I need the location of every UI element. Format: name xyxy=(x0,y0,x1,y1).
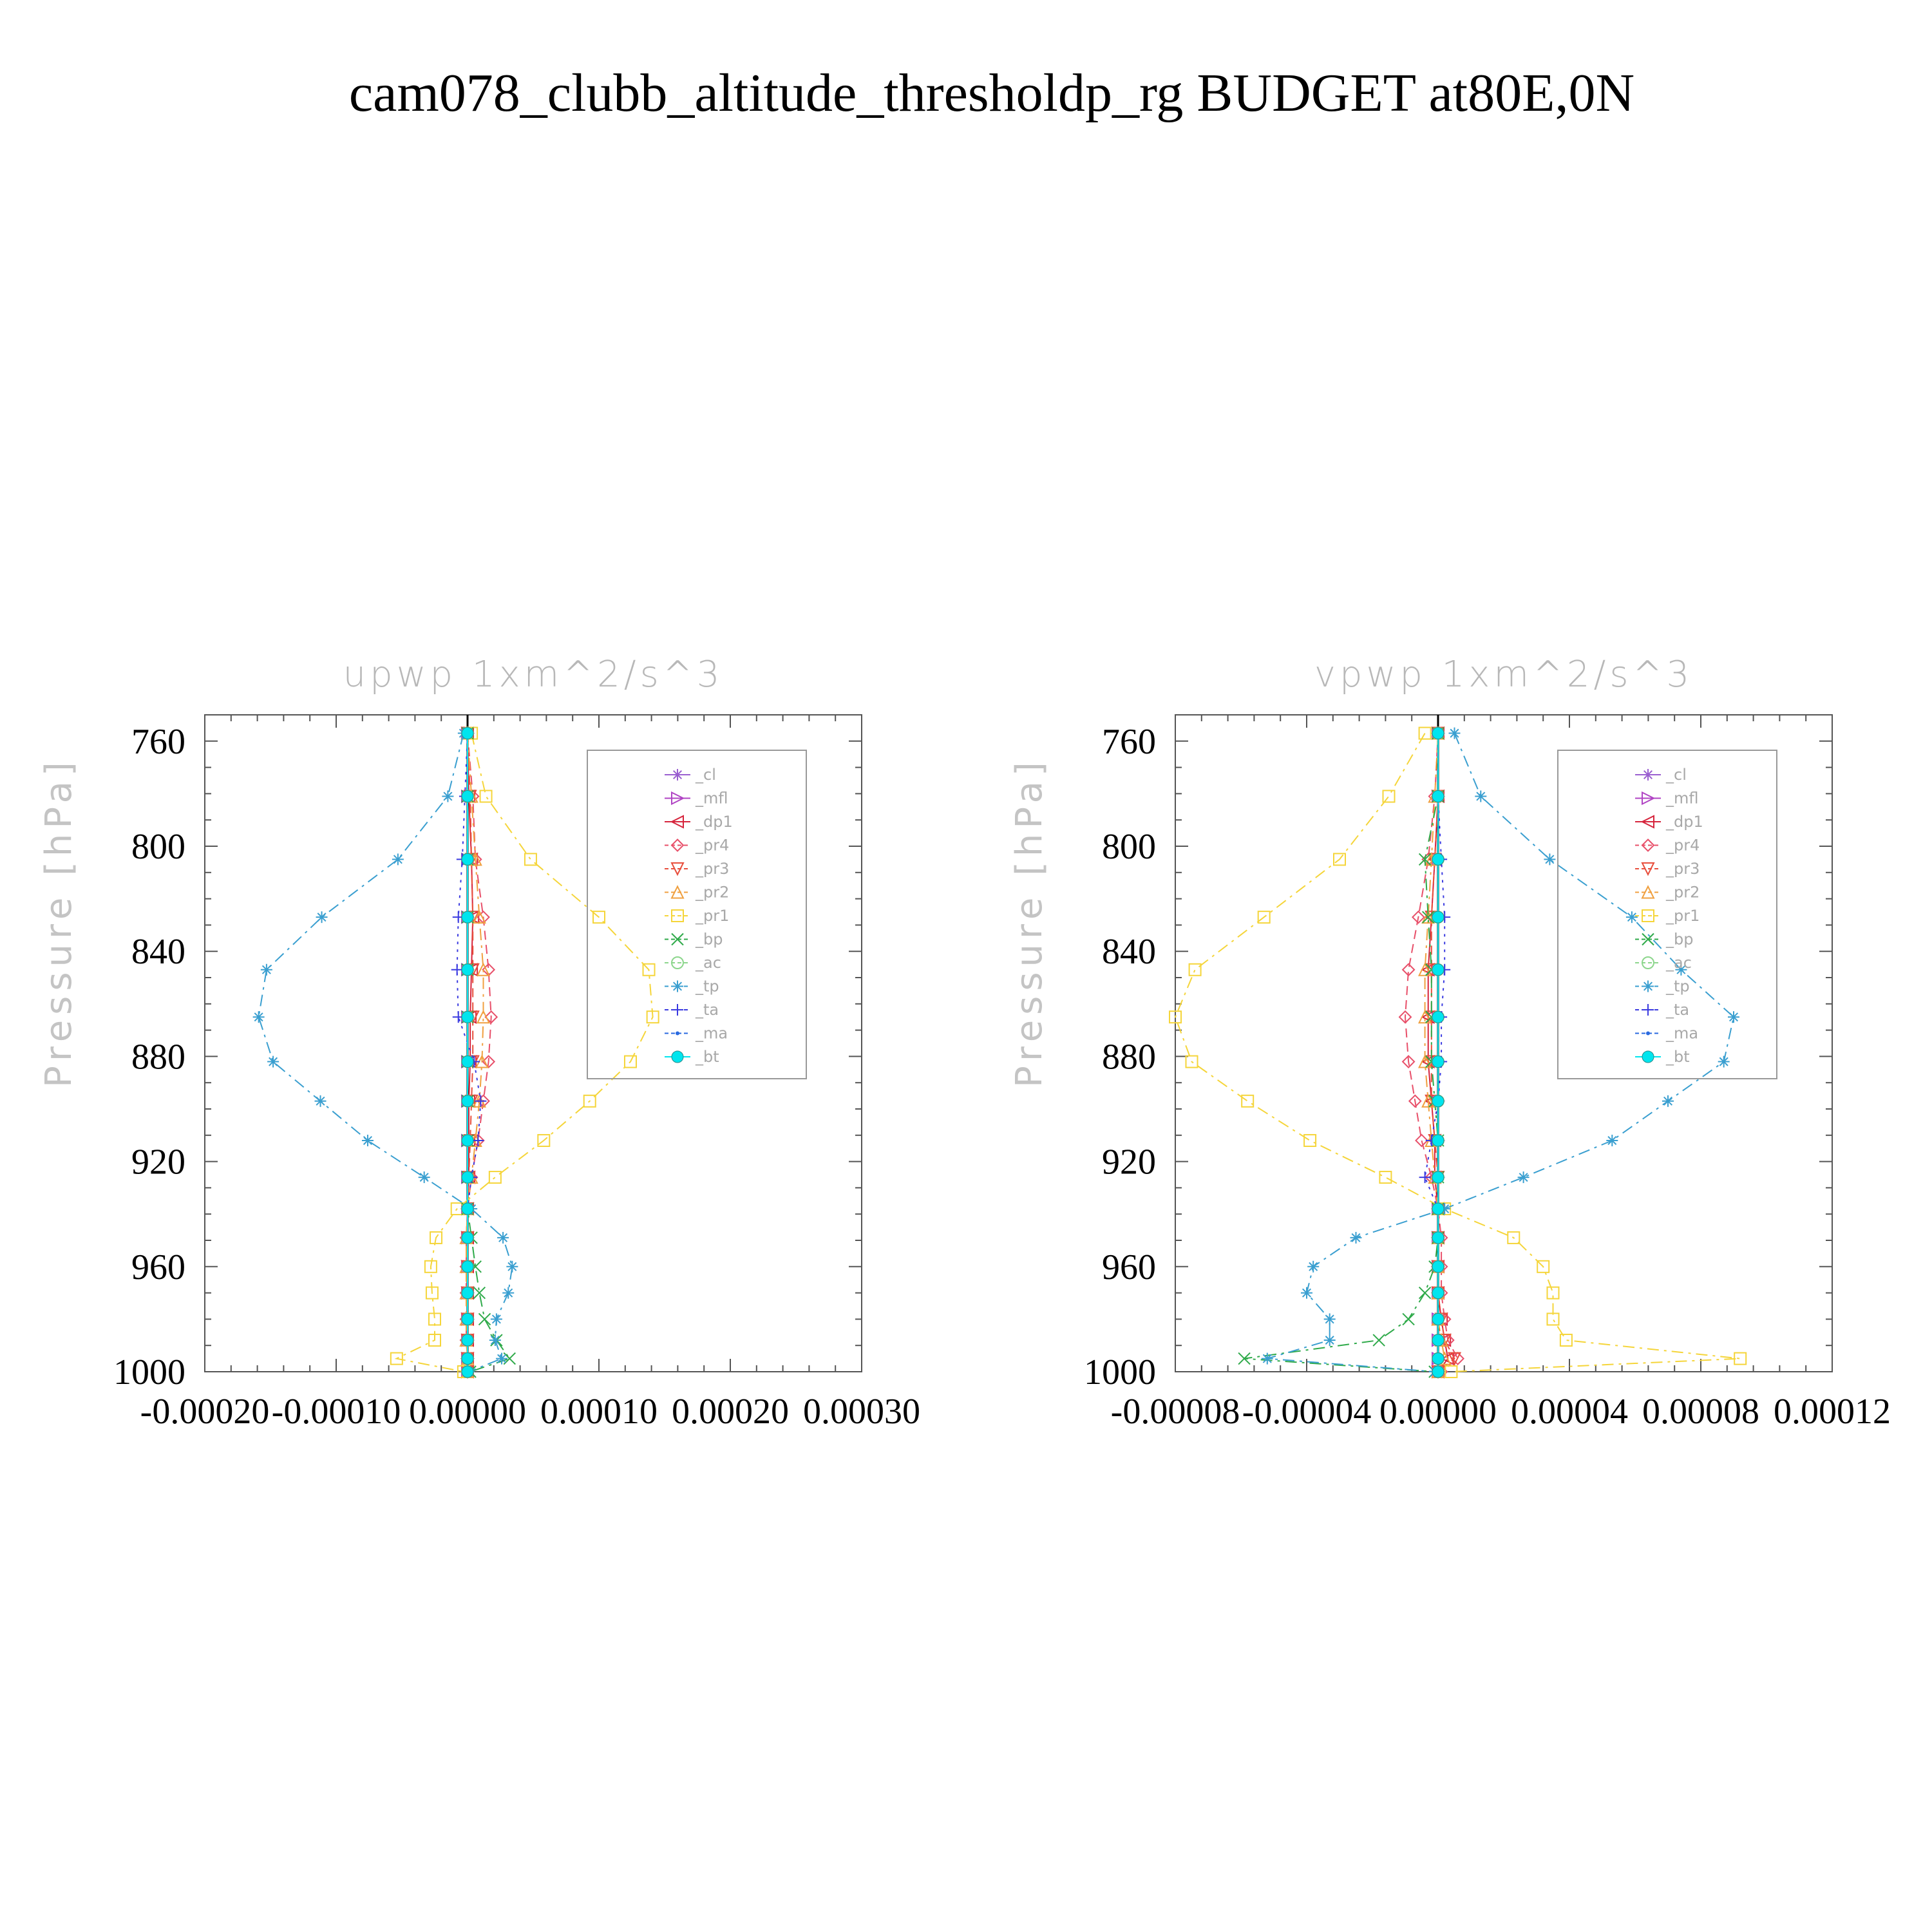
legend-item xyxy=(1635,837,1700,855)
data-point xyxy=(1383,790,1395,802)
data-point xyxy=(1379,1171,1391,1183)
legend-label: _pr1 xyxy=(1666,907,1700,925)
data-point xyxy=(1734,1353,1746,1365)
legend-label: _pr2 xyxy=(1666,883,1700,902)
data-point xyxy=(1432,1203,1444,1215)
legend-marker xyxy=(1642,981,1654,992)
data-point xyxy=(392,853,404,865)
series-pr2 xyxy=(460,728,489,1378)
legend-item xyxy=(665,860,729,878)
data-point xyxy=(1432,1353,1444,1365)
data-point xyxy=(1403,1313,1414,1325)
legend-marker xyxy=(1646,1032,1650,1036)
data-point xyxy=(1432,1366,1444,1378)
y-tick-labels xyxy=(113,722,185,1392)
x-tick-label: 0.00020 xyxy=(672,1392,789,1432)
legend-label: _ta xyxy=(1666,1001,1690,1019)
data-point xyxy=(462,1232,473,1244)
x-tick-label: -0.00020 xyxy=(140,1392,270,1432)
data-point xyxy=(462,1334,473,1346)
x-tick-label: -0.00010 xyxy=(271,1392,401,1432)
legend-label: _bt xyxy=(1666,1048,1690,1066)
y-tick-label: 920 xyxy=(131,1142,185,1182)
legend-item xyxy=(1635,1048,1690,1066)
data-point xyxy=(462,1011,473,1023)
data-point xyxy=(1307,1261,1319,1273)
series-line xyxy=(259,734,513,1372)
data-point xyxy=(489,1171,501,1183)
data-point xyxy=(502,1287,514,1299)
y-tick-labels xyxy=(1084,722,1156,1392)
data-point xyxy=(1432,1261,1444,1273)
data-point xyxy=(489,1334,501,1346)
legend-label: _pr1 xyxy=(696,907,730,925)
plot-frame xyxy=(205,715,862,1372)
y-tick-label: 880 xyxy=(131,1037,185,1077)
chart-title: upwp 1xm^2/s^3 xyxy=(343,654,724,696)
y-tick-label: 880 xyxy=(1102,1037,1156,1077)
legend-item xyxy=(1635,1025,1698,1043)
series-line xyxy=(1175,734,1740,1372)
x-tick-label: 0.00030 xyxy=(803,1392,920,1432)
data-point xyxy=(462,1203,473,1215)
data-point xyxy=(362,1135,374,1146)
legend-marker xyxy=(1642,769,1654,781)
data-point xyxy=(1432,1313,1444,1325)
legend-marker xyxy=(676,1032,679,1036)
y-axis-label: Pressure [hPa] xyxy=(38,757,80,1088)
series-bt xyxy=(462,728,473,1378)
data-point xyxy=(1626,911,1638,923)
data-point xyxy=(462,728,473,739)
legend-item xyxy=(1635,1001,1689,1019)
legend-item xyxy=(665,1048,719,1066)
data-point xyxy=(1189,964,1201,976)
legend-label: _cl xyxy=(1666,766,1687,784)
data-point xyxy=(462,1313,473,1325)
data-point xyxy=(1432,911,1444,923)
legend-label: _ma xyxy=(1666,1024,1699,1043)
y-tick-label: 800 xyxy=(131,827,185,867)
y-tick-label: 1000 xyxy=(1084,1352,1156,1392)
x-tick-label: 0.00000 xyxy=(409,1392,526,1432)
legend-marker xyxy=(672,1051,683,1063)
data-point xyxy=(261,964,272,976)
legend-item xyxy=(1635,954,1692,972)
y-tick-label: 960 xyxy=(1102,1247,1156,1287)
y-tick-label: 920 xyxy=(1102,1142,1156,1182)
legend-item xyxy=(1635,884,1700,902)
legend-item xyxy=(665,766,716,784)
data-point xyxy=(315,1095,327,1107)
legend-item xyxy=(665,884,729,902)
y-tick-label: 840 xyxy=(1102,932,1156,972)
series-line xyxy=(1267,734,1734,1372)
legend-item xyxy=(665,907,729,925)
y-tick-label: 760 xyxy=(1102,721,1156,762)
series-pr1 xyxy=(1170,728,1746,1378)
x-tick-label: 0.00008 xyxy=(1642,1392,1759,1432)
data-point xyxy=(462,1095,473,1107)
data-point xyxy=(1324,1313,1336,1325)
chart-title: vpwp 1xm^2/s^3 xyxy=(1314,654,1694,696)
legend-item xyxy=(1635,978,1690,996)
data-point xyxy=(1324,1334,1336,1346)
data-point xyxy=(1432,790,1444,802)
data-point xyxy=(419,1171,430,1183)
series-group xyxy=(1170,728,1746,1378)
data-point xyxy=(1432,1334,1444,1346)
legend-label: _pr2 xyxy=(696,883,730,902)
data-point xyxy=(491,1313,502,1325)
legend-item xyxy=(665,978,719,996)
data-point xyxy=(1432,1135,1444,1146)
axis-ticks xyxy=(205,715,862,1372)
legend-label: _bt xyxy=(696,1048,719,1066)
legend-item xyxy=(665,813,733,831)
data-point xyxy=(1560,1334,1572,1346)
chart-panel-upwp xyxy=(38,654,920,1432)
data-point xyxy=(1419,1287,1431,1299)
data-point xyxy=(462,1056,473,1068)
data-point xyxy=(1301,1287,1312,1299)
legend-label: _pr4 xyxy=(1666,836,1700,855)
series-bp xyxy=(1238,728,1444,1378)
data-point xyxy=(497,1232,509,1244)
legend-label: _mfl xyxy=(696,789,728,808)
legend-marker xyxy=(672,1004,683,1016)
data-point xyxy=(462,1135,473,1146)
data-point xyxy=(1432,853,1444,865)
data-point xyxy=(462,911,473,923)
legend-label: _tp xyxy=(696,977,719,996)
y-tick-label: 1000 xyxy=(113,1352,185,1392)
x-tick-label: 0.00012 xyxy=(1774,1392,1891,1432)
legend-item xyxy=(665,1001,719,1019)
data-point xyxy=(1432,964,1444,976)
legend-item xyxy=(1635,860,1700,878)
legend-item xyxy=(1635,790,1699,808)
legend-item xyxy=(1635,931,1693,949)
data-point xyxy=(1242,1095,1253,1107)
data-point xyxy=(480,790,492,802)
data-point xyxy=(1606,1135,1618,1146)
legend-label: _bp xyxy=(1666,930,1694,949)
legend-label: _pr3 xyxy=(1666,860,1700,878)
legend-item xyxy=(1635,907,1700,925)
data-point xyxy=(1475,790,1486,802)
legend-item xyxy=(665,954,721,972)
legend-marker xyxy=(672,769,683,781)
legend-label: _ma xyxy=(696,1024,728,1043)
series-ta xyxy=(451,728,487,1378)
series-group xyxy=(253,728,659,1378)
legend-label: _bp xyxy=(696,930,723,949)
data-point xyxy=(1419,728,1431,739)
legend-label: _dp1 xyxy=(1666,813,1703,831)
legend-item xyxy=(665,790,728,808)
data-point xyxy=(1449,728,1461,739)
legend-item xyxy=(665,1025,728,1043)
x-tick-label: 0.00000 xyxy=(1379,1392,1497,1432)
series-ta xyxy=(1419,728,1451,1378)
series-bt xyxy=(1432,728,1444,1378)
legend-label: _dp1 xyxy=(696,813,733,831)
legend-marker xyxy=(1642,1004,1654,1016)
data-point xyxy=(1350,1232,1362,1244)
data-point xyxy=(462,853,473,865)
x-tick-label: -0.00008 xyxy=(1110,1392,1240,1432)
y-tick-label: 960 xyxy=(131,1247,185,1287)
x-tick-label: -0.00004 xyxy=(1242,1392,1372,1432)
plot-frame xyxy=(1175,715,1832,1372)
legend-label: _tp xyxy=(1666,977,1690,996)
series-line xyxy=(397,734,653,1372)
x-tick-labels xyxy=(140,1392,920,1432)
legend xyxy=(1558,750,1777,1079)
legend-item xyxy=(1635,766,1687,784)
legend-label: _pr4 xyxy=(696,836,730,855)
data-point xyxy=(462,1287,473,1299)
legend-item xyxy=(665,931,723,949)
figure-title: cam078_clubb_altitude_thresholdp_rg BUDGET at80E,0N xyxy=(348,63,1635,123)
data-point xyxy=(1432,1171,1444,1183)
y-tick-label: 800 xyxy=(1102,827,1156,867)
series-tp xyxy=(253,728,518,1378)
y-tick-label: 840 xyxy=(131,932,185,972)
data-point xyxy=(1432,728,1444,739)
data-point xyxy=(462,1171,473,1183)
series-pr1 xyxy=(391,728,659,1378)
data-point xyxy=(1518,1171,1530,1183)
axis-ticks xyxy=(1175,715,1832,1372)
data-point xyxy=(1718,1056,1730,1068)
legend-label: _cl xyxy=(696,766,716,784)
data-point xyxy=(506,1261,518,1273)
y-axis-label: Pressure [hPa] xyxy=(1009,757,1050,1088)
data-point xyxy=(442,790,453,802)
data-point xyxy=(1548,1313,1559,1325)
data-point xyxy=(1373,1334,1385,1346)
data-point xyxy=(1432,1232,1444,1244)
data-point xyxy=(462,1261,473,1273)
data-point xyxy=(1432,1095,1444,1107)
data-point xyxy=(451,964,463,976)
legend-item xyxy=(665,837,729,855)
legend-label: _ta xyxy=(696,1001,719,1019)
legend-label: _ac xyxy=(1666,954,1692,972)
series-line xyxy=(466,734,484,1372)
data-point xyxy=(1432,1287,1444,1299)
legend-marker xyxy=(1642,1051,1654,1063)
data-point xyxy=(253,1011,265,1023)
series-pr2 xyxy=(1419,728,1451,1378)
x-tick-label: 0.00004 xyxy=(1511,1392,1628,1432)
series-line xyxy=(1432,734,1455,1372)
legend xyxy=(587,750,806,1079)
legend-label: _ac xyxy=(696,954,721,972)
legend-label: _mfl xyxy=(1666,789,1699,808)
x-tick-labels xyxy=(1111,1392,1891,1432)
y-tick-label: 760 xyxy=(131,721,185,762)
data-point xyxy=(1432,1011,1444,1023)
data-point xyxy=(462,964,473,976)
data-point xyxy=(462,1366,473,1378)
legend-label: _pr3 xyxy=(696,860,730,878)
data-point xyxy=(1662,1095,1674,1107)
data-point xyxy=(462,1353,473,1365)
data-point xyxy=(1432,1056,1444,1068)
x-tick-label: 0.00010 xyxy=(540,1392,658,1432)
chart-panel-vpwp xyxy=(1009,654,1891,1432)
data-point xyxy=(462,790,473,802)
legend-marker xyxy=(672,981,683,992)
legend-item xyxy=(1635,813,1703,831)
data-point xyxy=(479,1313,491,1325)
data-point xyxy=(1304,1135,1316,1146)
series-line xyxy=(1244,734,1438,1372)
